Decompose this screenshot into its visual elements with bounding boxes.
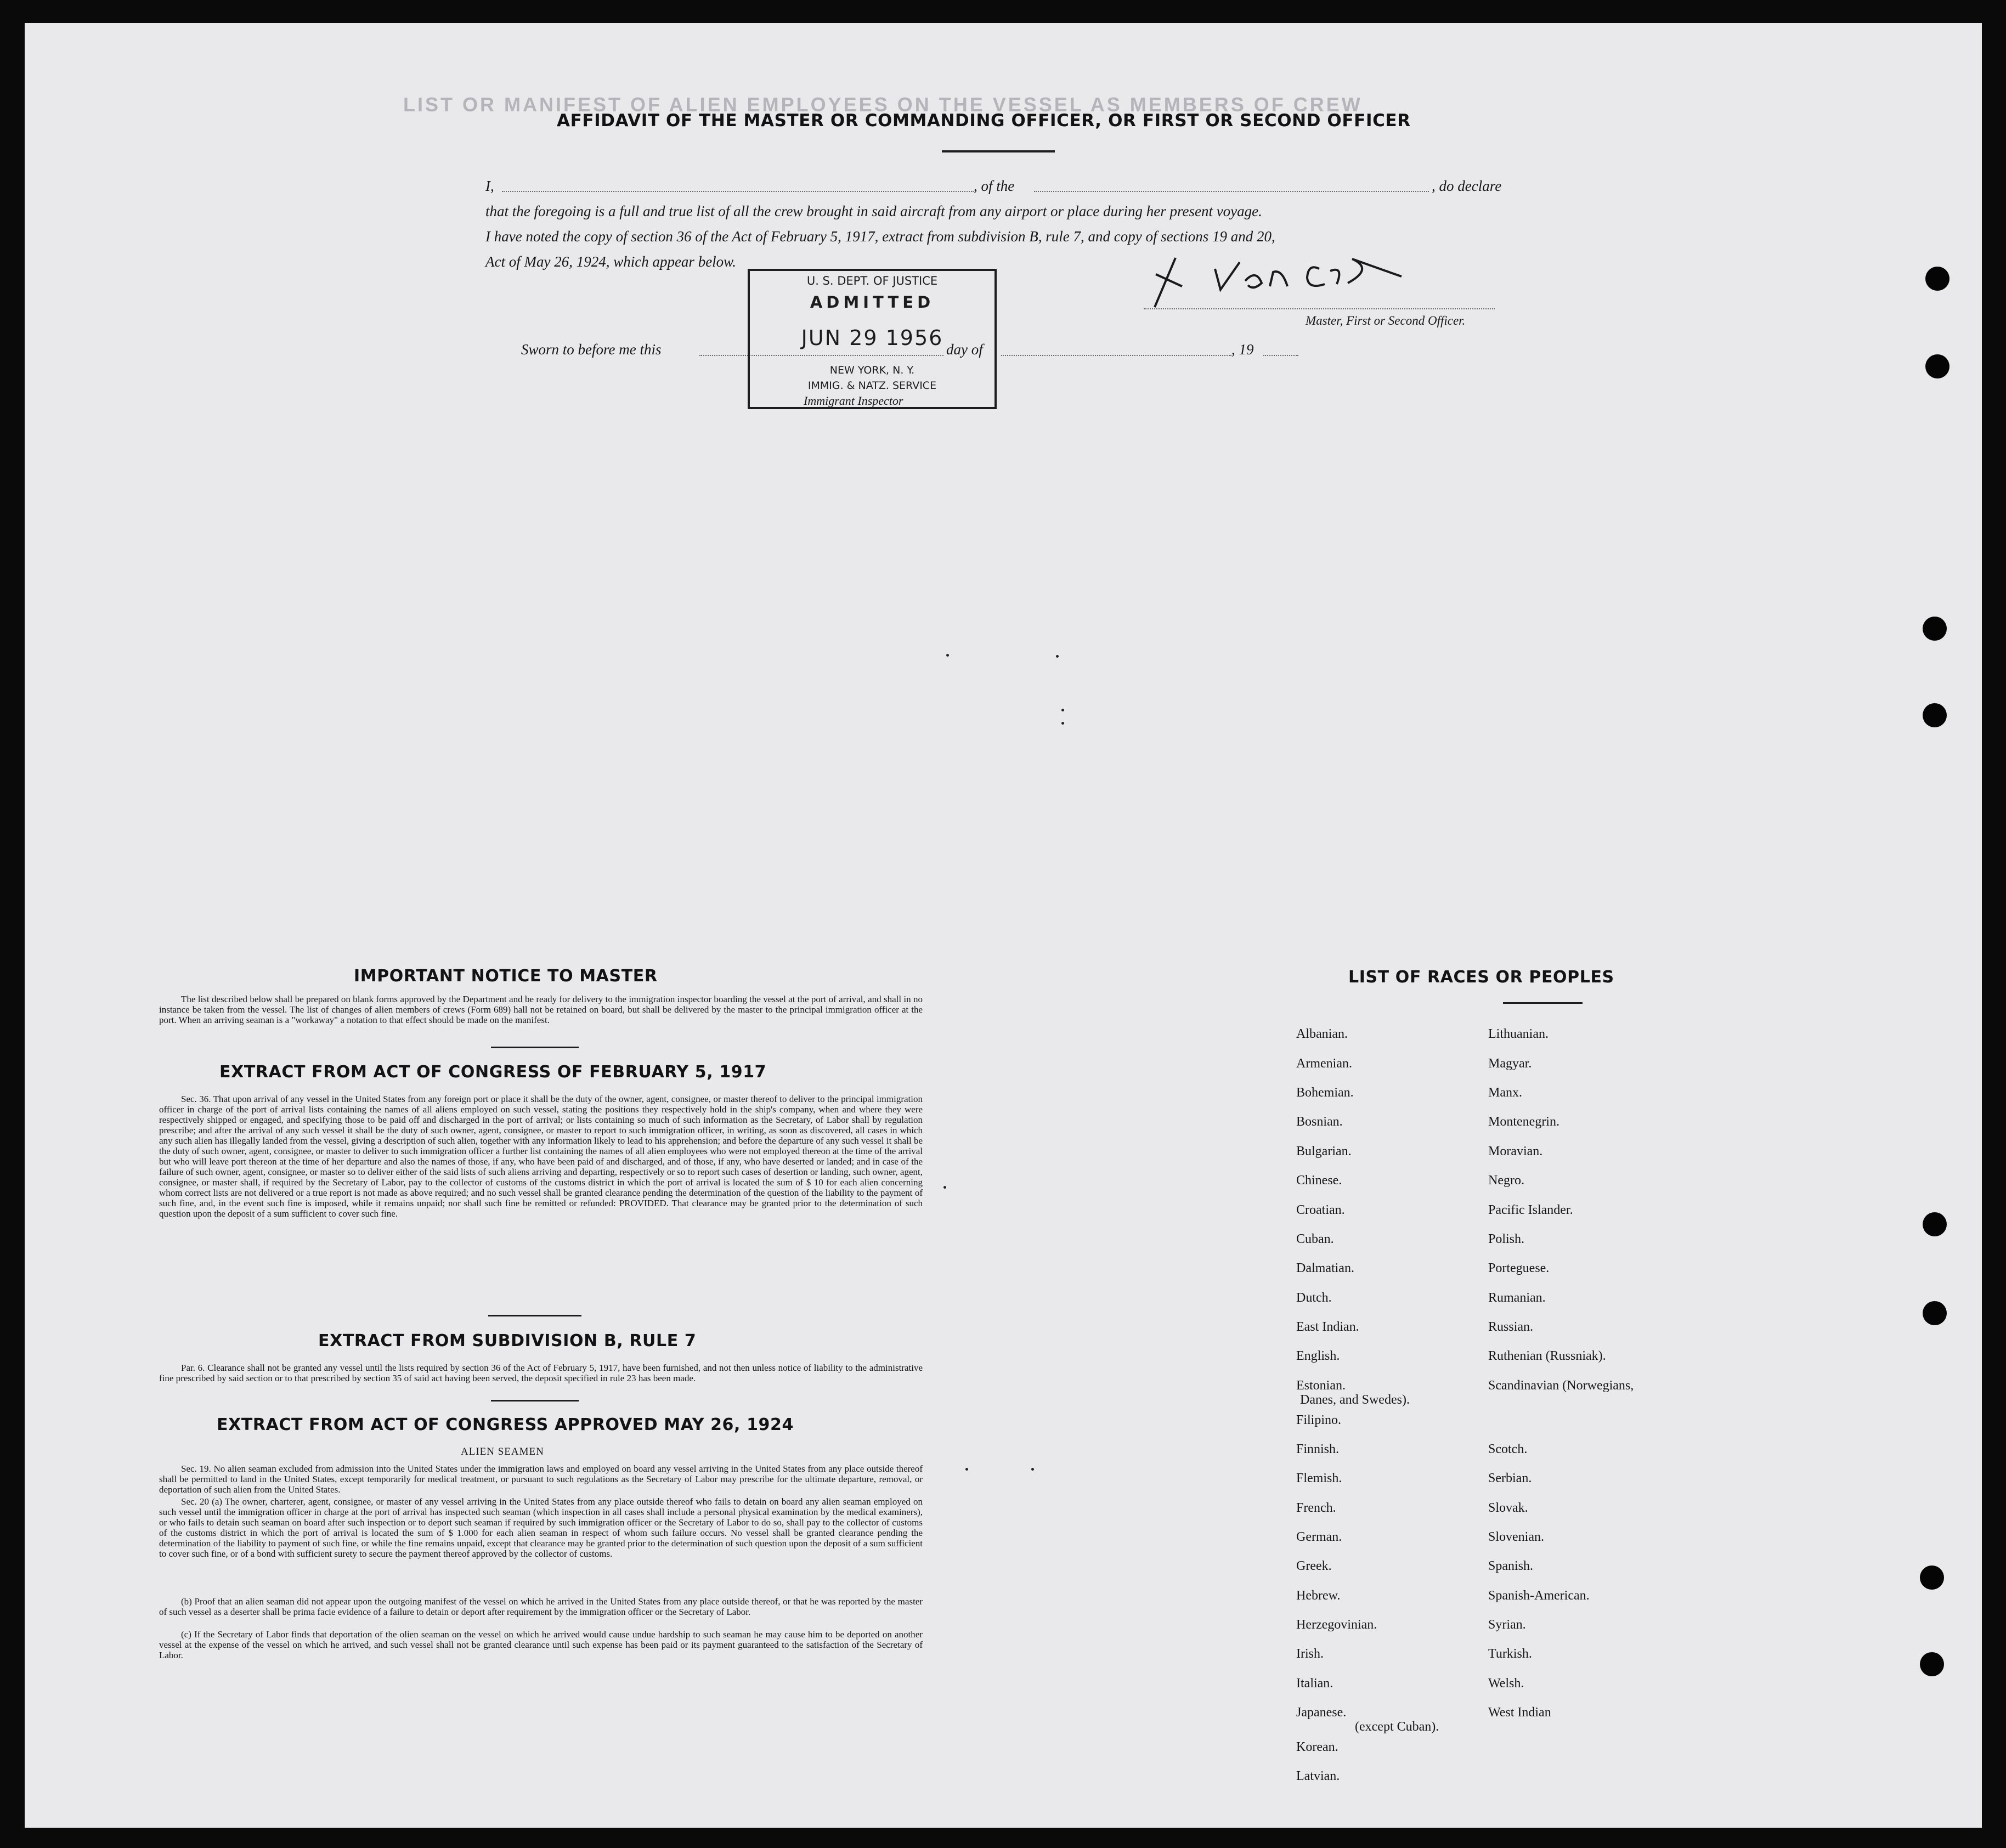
notice-title: IMPORTANT NOTICE TO MASTER: [354, 967, 658, 986]
master-signature: [1144, 247, 1484, 313]
extract-1917-body: Sec. 36. That upon arrival of any vessel in the United States from any foreign port or place it shall be the duty of the owner, agent, consignee, or master thereof to deliver to the principal immigration officer in charge of the port of arrival lists containing the names of all aliens employed on such vessel, stating the positions they respectively hold in the ship's company, when and where they were respectively shipped or engaged, and specifying those to be paid off and discharged in the port of arrival; or lists containing so much of such information as the Secretary, of Labor shall by regulation prescribe; and after the arrival of any such vessel it shall be the duty of such owner, agent, consignee, or master to report to such immigration officer, in writing, as soon as discovered, all cases in which any such alien has illegally landed from the vessel, giving a description of such alien, together with any information likely to lead to his apprehension; and before the departure of any such vessel it shall be the duty of such owner, agent, consignee, or master to deliver to such immigration officer a further list containing the names of all alien employees who were not employed thereon at the time of the arrival but who will leave port thereon at the time of her departure and also the names of those, if any, who have been paid of and discharged, and of those, if any, who have deserted or landed; and in case of the failure of such owner, agent, consignee, or master so to deliver either of the said lists of such aliens arriving and departing, respectively or so to report such cases of desertion or landing, such owner, agent, consignee, or master shall, if required by the Secretary of Labor, pay to the collector of customs of the customs district in which the port of arrival is located the sum of $ 10 for each alien concerning whom correct lists are not delivered or a true report is not made as above required; and no such vessel shall be granted clearance pending the determination of the question of the liability to the payment of such fine, and, in the event such fine is imposed, while it remains unpaid; nor shall such fine be remitted or refunded: PROVIDED. That clearance may be granted prior to the determination of such question upon the deposit of a sum sufficient to cover such fine.: [159, 1094, 923, 1219]
race-item: Bohemian.: [1296, 1086, 1354, 1100]
race-item: Spanish.: [1488, 1559, 1534, 1573]
race-item: Latvian.: [1296, 1769, 1340, 1783]
admitted-stamp: [748, 269, 997, 409]
race-item: Hebrew.: [1296, 1589, 1341, 1603]
race-item: Estonian.: [1296, 1378, 1346, 1393]
punch-hole: [1923, 1212, 1947, 1236]
inspector-label: Immigrant Inspector: [804, 394, 903, 408]
speck: [965, 1468, 968, 1471]
race-item: Greek.: [1296, 1559, 1332, 1573]
race-item: Slovak.: [1488, 1501, 1528, 1515]
race-item: Turkish.: [1488, 1647, 1532, 1661]
extract-1917-title: EXTRACT FROM ACT OF CONGRESS OF FEBRUARY 5, 1917: [219, 1063, 767, 1082]
race-item: Spanish-American.: [1488, 1589, 1590, 1603]
punch-hole: [1923, 617, 1947, 641]
race-item: French.: [1296, 1501, 1336, 1515]
race-item: (except Cuban).: [1355, 1720, 1439, 1734]
title-divider: [942, 150, 1055, 152]
race-item: Cuban.: [1296, 1232, 1334, 1246]
race-item: West Indian: [1488, 1705, 1551, 1720]
affidavit-of-the: , of the: [974, 178, 1015, 194]
affidavit-title: AFFIDAVIT OF THE MASTER OR COMMANDING OFFICER, OR FIRST OR SECOND OFFICER: [557, 111, 1411, 131]
punch-hole: [1923, 1301, 1947, 1325]
race-item: Japanese.: [1296, 1705, 1347, 1720]
race-item: Serbian.: [1488, 1471, 1532, 1485]
race-item: Welsh.: [1488, 1676, 1524, 1691]
race-item: English.: [1296, 1349, 1340, 1363]
race-item: Bosnian.: [1296, 1115, 1343, 1129]
punch-hole: [1920, 1652, 1944, 1676]
vessel-blank: [1034, 191, 1429, 192]
race-item: East Indian.: [1296, 1320, 1359, 1334]
punch-hole: [1925, 354, 1950, 378]
punch-hole: [1920, 1566, 1944, 1590]
sec-20c-text: (c) If the Secretary of Labor finds that deportation of the olien seaman on the vessel on which he arrived would cause undue hardship to such seaman he may cause him to be deported on another vessel at the expense of the vessel on which he arrived, and such vessel shall not be granted clearance until such expense has been paid or its payment guaranteed to the satisfaction of the Secretary of Labor.: [159, 1629, 923, 1660]
race-item: Syrian.: [1488, 1618, 1526, 1632]
race-item: Porteguese.: [1488, 1261, 1550, 1275]
signature-line: [1144, 308, 1495, 309]
alien-seamen-subtitle: ALIEN SEAMEN: [461, 1446, 544, 1457]
sec-20b-text: (b) Proof that an alien seaman did not appear upon the outgoing manifest of the vessel on which he arrived in the United States from any place outside thereof, or that he was reported by the master of such vessel as a deserter shall be prima facie evidence of a failure to detain or deport after requirement by the immigration officer or the Secretary of Labor.: [159, 1596, 923, 1617]
race-item: Negro.: [1488, 1173, 1524, 1188]
race-item: Rumanian.: [1488, 1291, 1546, 1305]
race-item: Russian.: [1488, 1320, 1534, 1334]
sec-19-text: Sec. 19. No alien seaman excluded from admission into the United States under the immigration laws and employed on board any vessel arriving in the United States from any place outside thereof shall be permitted to land in the United States, except temporarily for medical treatment, or pursuant to such regulations as the Secretary of Labor may prescribe for the ultimate departure, removal, or deportation of such alien from the United States.: [159, 1463, 923, 1495]
race-item: Armenian.: [1296, 1056, 1352, 1071]
affidavit-i: I,: [485, 178, 494, 194]
race-item: Italian.: [1296, 1676, 1333, 1691]
race-item: Manx.: [1488, 1086, 1522, 1100]
master-label: Master, First or Second Officer.: [1306, 314, 1466, 327]
name-blank: [502, 191, 974, 192]
race-item: Montenegrin.: [1488, 1115, 1559, 1129]
sec-20a-text: Sec. 20 (a) The owner, charterer, agent, consignee, or master of any vessel arriving in the United States from any place outside thereof who fails to detain on board any alien seaman employed on such vessel until the immigration officer in charge at the port of arrival has inspected such seaman (which inspection in all cases shall include a personal physical examination by the medical examiners), or who fails to detain such seaman on board after such inspection or to deport such seaman if required by such immigration officer or the Secretary of Labor to do so, shall pay to the collector of customs of the customs district in which the port of arrival is located the sum of $ 1.000 for each alien seaman in respect of whom such failure occurs. No vessel shall be granted clearance pending the determination of the liability to payment of such fine, or while the fine remains unpaid, except that clearance may be granted prior to the determination of such question upon the deposit of a sum sufficient to cover such fine, or of a bond with sufficient surety to secure the payment thereof approved by the collector of customs.: [159, 1496, 923, 1559]
month-blank: [1001, 355, 1231, 356]
year-blank: [1263, 355, 1298, 356]
race-item: Scotch.: [1488, 1442, 1528, 1456]
stamp-date: JUN 29 1956: [801, 326, 943, 350]
affidavit-line3: I have noted the copy of section 36 of the Act of February 5, 1917, extract from subdivision B, rule 7, and copy of sections 19 and 20,: [485, 228, 1275, 245]
races-title: LIST OF RACES OR PEOPLES: [1348, 968, 1614, 987]
affidavit-line4: Act of May 26, 1924, which appear below.: [485, 253, 736, 270]
notice-body: The list described below shall be prepared on blank forms approved by the Department and be ready for delivery to the immigration inspector boarding the vessel at the port of arrival, and shall in no instance be taken from the vessel. The list of changes of alien members of crews (Form 689) hall not be retained on board, but shall be delivered by the master to the principal immigration officer at the port. When an arriving seaman is a "workaway" a notation to that effect should be made on the manifest.: [159, 994, 923, 1025]
extract-1924-title: EXTRACT FROM ACT OF CONGRESS APPROVED MAY 26, 1924: [217, 1415, 794, 1434]
stamp-admitted: ADMITTED: [810, 293, 935, 312]
race-item: Finnish.: [1296, 1442, 1340, 1456]
stamp-dept: U. S. DEPT. OF JUSTICE: [806, 274, 938, 287]
race-item: Moravian.: [1488, 1144, 1543, 1158]
speck: [943, 1186, 946, 1189]
race-item: Flemish.: [1296, 1471, 1342, 1485]
race-item: Chinese.: [1296, 1173, 1342, 1188]
race-item: Bulgarian.: [1296, 1144, 1352, 1158]
race-item: Filipino.: [1296, 1413, 1342, 1427]
race-item: Polish.: [1488, 1232, 1525, 1246]
race-item: Croatian.: [1296, 1203, 1345, 1217]
speck: [1031, 1468, 1034, 1471]
race-item: Dalmatian.: [1296, 1261, 1354, 1275]
race-item: Irish.: [1296, 1647, 1324, 1661]
section-divider: [491, 1047, 579, 1048]
race-item: Herzegovinian.: [1296, 1618, 1377, 1632]
document-page: [25, 23, 1982, 1828]
year-label: , 19: [1231, 341, 1254, 358]
stamp-location: NEW YORK, N. Y.: [829, 364, 915, 376]
race-item: Dutch.: [1296, 1291, 1332, 1305]
race-item: Ruthenian (Russniak).: [1488, 1349, 1606, 1363]
affidavit-declare: , do declare: [1432, 178, 1502, 194]
race-item: Albanian.: [1296, 1027, 1348, 1041]
race-item: Korean.: [1296, 1740, 1338, 1754]
race-item: Slovenian.: [1488, 1530, 1544, 1544]
bleed-through-text: LIST OR MANIFEST OF ALIEN EMPLOYEES ON THE VESSEL AS MEMBERS OF CREW: [403, 93, 1363, 116]
race-item: Magyar.: [1488, 1056, 1532, 1071]
race-item: Lithuanian.: [1488, 1027, 1549, 1041]
section-divider: [488, 1315, 581, 1316]
speck: [1061, 709, 1064, 711]
races-divider: [1503, 1002, 1583, 1004]
punch-hole: [1925, 267, 1950, 291]
subdivision-b-body: Par. 6. Clearance shall not be granted any vessel until the lists required by section 36 of the Act of February 5, 1917, have been furnished, and not then unless notice of liability to the administrative fine prescribed by said section or to that prescribed by section 35 of said act having been served, the deposit specified in rule 23 has been made.: [159, 1363, 923, 1383]
race-item: Pacific Islander.: [1488, 1203, 1573, 1217]
subdivision-b-title: EXTRACT FROM SUBDIVISION B, RULE 7: [318, 1331, 697, 1350]
sworn-label: Sworn to before me this: [521, 341, 662, 358]
stamp-service: IMMIG. & NATZ. SERVICE: [807, 380, 937, 392]
race-item: German.: [1296, 1530, 1342, 1544]
race-item: Scandinavian (Norwegians,: [1488, 1378, 1634, 1393]
punch-hole: [1923, 703, 1947, 727]
speck: [1061, 722, 1064, 725]
day-of-label: day of: [946, 341, 983, 358]
speck: [1056, 655, 1059, 658]
race-item: Danes, and Swedes).: [1300, 1393, 1410, 1407]
speck: [946, 654, 949, 657]
affidavit-line2: that the foregoing is a full and true list of all the crew brought in said aircraft from any airport or place during her present voyage.: [485, 203, 1262, 219]
section-divider: [491, 1400, 579, 1401]
